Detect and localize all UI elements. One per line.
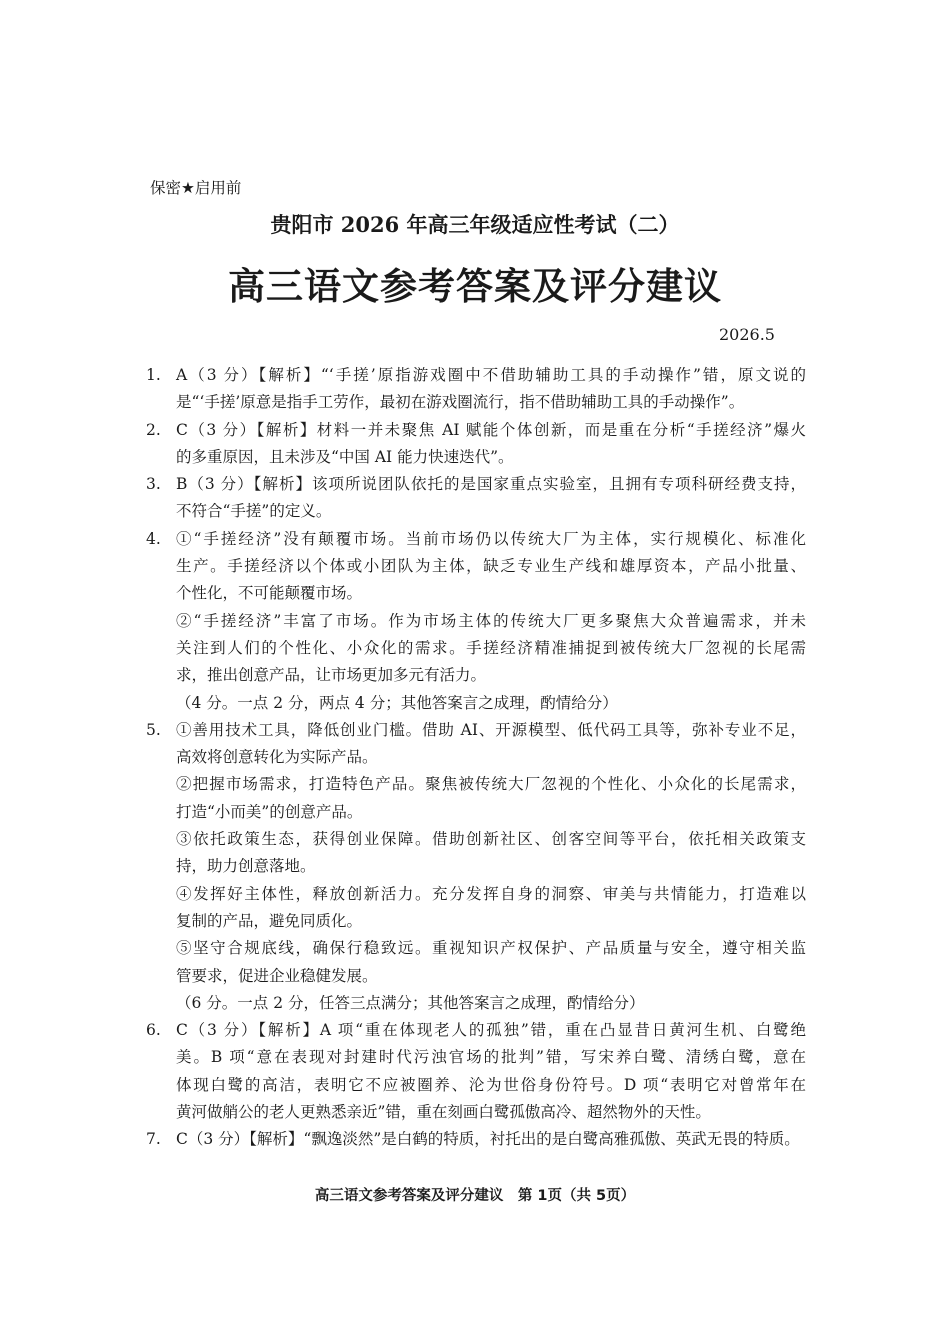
answer-line <box>146 826 806 853</box>
answer-text: 复制的产品，避免同质化。 <box>176 911 363 930</box>
answer-line <box>146 1099 806 1126</box>
answer-text: C（3 分）【解析】材料一并未聚焦 AI 赋能个体创新，而是重在分析“手搓经济”爆火 <box>176 420 806 439</box>
answer-text: ③依托政策生态，获得创业保障。借助创新社区、创客空间等平台，依托相关政策支 <box>176 830 806 849</box>
answer-text: 高效将创意转化为实际产品。 <box>176 748 378 767</box>
page-footer: 高三语文参考答案及评分建议 第 1页（共 5页） <box>314 1188 636 1204</box>
answer-text: ④发挥好主体性，释放创新活力。充分发挥自身的洞察、审美与共情能力，打造难以 <box>176 884 806 903</box>
answer-text: ⑤坚守合规底线，确保行稳致远。重视知识产权保护、产品质量与安全，遵守相关监 <box>176 939 806 958</box>
answer-line <box>146 1126 806 1153</box>
answer-line <box>146 389 806 416</box>
answer-line <box>146 580 806 607</box>
answer-text: 美。B 项“意在表现对封建时代污浊官场的批判”错，写宋养白鹭、清绣白鹭，意在 <box>176 1048 806 1067</box>
question-number: 3. <box>146 475 161 494</box>
answer-text: 的多重原因，且未涉及“中国 AI 能力快速迭代”。 <box>176 447 514 466</box>
question-number: 2. <box>146 420 161 439</box>
answer-text: 生产。手搓经济以个体或小团队为主体，缺乏专业生产线和雄厚资本，产品小批量、 <box>176 557 806 576</box>
answer-text: A（3 分）【解析】“‘手搓’原指游戏圈中不借助辅助工具的手动操作”错，原文说的 <box>176 366 806 384</box>
answer-line <box>146 444 806 471</box>
answer-line <box>146 608 806 635</box>
answer-line <box>146 717 806 744</box>
answer-text: ②把握市场需求，打造特色产品。聚焦被传统大厂忽视的个性化、小众化的长尾需求， <box>176 775 806 794</box>
question-number: 4. <box>146 529 161 548</box>
answer-line <box>146 1017 806 1044</box>
document-title: 高三语文参考答案及评分建议 <box>228 265 722 308</box>
answer-line <box>146 635 806 662</box>
answer-line <box>146 690 806 717</box>
answer-text: 持，助力创意落地。 <box>176 857 316 876</box>
answer-text: 关注到人们的个性化、小众化的需求。手搓经济精准捕捉到被传统大厂忽视的长尾需 <box>176 638 806 657</box>
answer-text: 体现白鹭的高洁，表明它不应被圈养、沦为世俗身份符号。D 项“表明它对曾常年在 <box>176 1075 806 1094</box>
answer-text: （6 分。一点 2 分，任答三点满分；其他答案言之成理，酌情给分） <box>176 993 645 1012</box>
exam-subtitle: 贵阳市 2026 年高三年级适应性考试（二） <box>270 212 680 237</box>
answer-line <box>146 553 806 580</box>
answer-text: ②“手搓经济”丰富了市场。作为市场主体的传统大厂更多聚焦大众普遍需求，并未 <box>176 611 806 630</box>
answer-line <box>146 963 806 990</box>
answer-line <box>146 1072 806 1099</box>
answer-line <box>146 881 806 908</box>
question-number: 6. <box>146 1021 161 1040</box>
answer-text: B（3 分）【解析】该项所说团队依托的是国家重点实验室，且拥有专项科研经费支持， <box>176 475 806 494</box>
answer-body <box>146 362 806 1154</box>
answer-line <box>146 362 806 389</box>
answer-text: C（3 分）【解析】A 项“重在体现老人的孤独”错，重在凸显昔日黄河生机、白鹭绝 <box>176 1021 806 1040</box>
answer-text: 打造“小而美”的创意产品。 <box>176 802 363 821</box>
answer-text: 求，推出创意产品，让市场更加多元有活力。 <box>176 666 487 685</box>
answer-text: C（3 分）【解析】“飘逸淡然”是白鹤的特质，衬托出的是白鹭高雅孤傲、英武无畏的特质。 <box>176 1130 800 1149</box>
confidential-label: 保密★启用前 <box>150 179 242 197</box>
answer-line <box>146 990 806 1017</box>
answer-text: ①善用技术工具，降低创业门槛。借助 AI、开源模型、低代码工具等，弥补专业不足， <box>176 720 806 739</box>
answer-text: （4 分。一点 2 分，两点 4 分；其他答案言之成理，酌情给分） <box>176 693 618 712</box>
answer-line <box>146 498 806 525</box>
question-number: 1. <box>146 366 161 384</box>
answer-line <box>146 417 806 444</box>
answer-text: ①“手搓经济”没有颠覆市场。当前市场仍以传统大厂为主体，实行规模化、标准化 <box>176 529 806 548</box>
answer-line <box>146 771 806 798</box>
answer-text: 不符合“手搓”的定义。 <box>176 502 332 521</box>
answer-line <box>146 526 806 553</box>
document-date: 2026.5 <box>719 325 775 344</box>
answer-line <box>146 935 806 962</box>
answer-line <box>146 799 806 826</box>
answer-text: 是“‘手搓’原意是指手工劳作，最初在游戏圈流行，指不借助辅助工具的手动操作”。 <box>176 393 745 412</box>
answer-line <box>146 908 806 935</box>
answer-text: 管要求，促进企业稳健发展。 <box>176 966 378 985</box>
answer-line <box>146 1044 806 1071</box>
answer-text: 个性化，不可能颠覆市场。 <box>176 584 363 603</box>
question-number: 5. <box>146 720 161 739</box>
answer-line <box>146 853 806 880</box>
question-number: 7. <box>146 1130 161 1149</box>
answer-text: 黄河做艄公的老人更熟悉亲近”错，重在刻画白鹭孤傲高冷、超然物外的天性。 <box>176 1103 711 1122</box>
answer-line <box>146 744 806 771</box>
answer-line <box>146 662 806 689</box>
answer-line <box>146 471 806 498</box>
